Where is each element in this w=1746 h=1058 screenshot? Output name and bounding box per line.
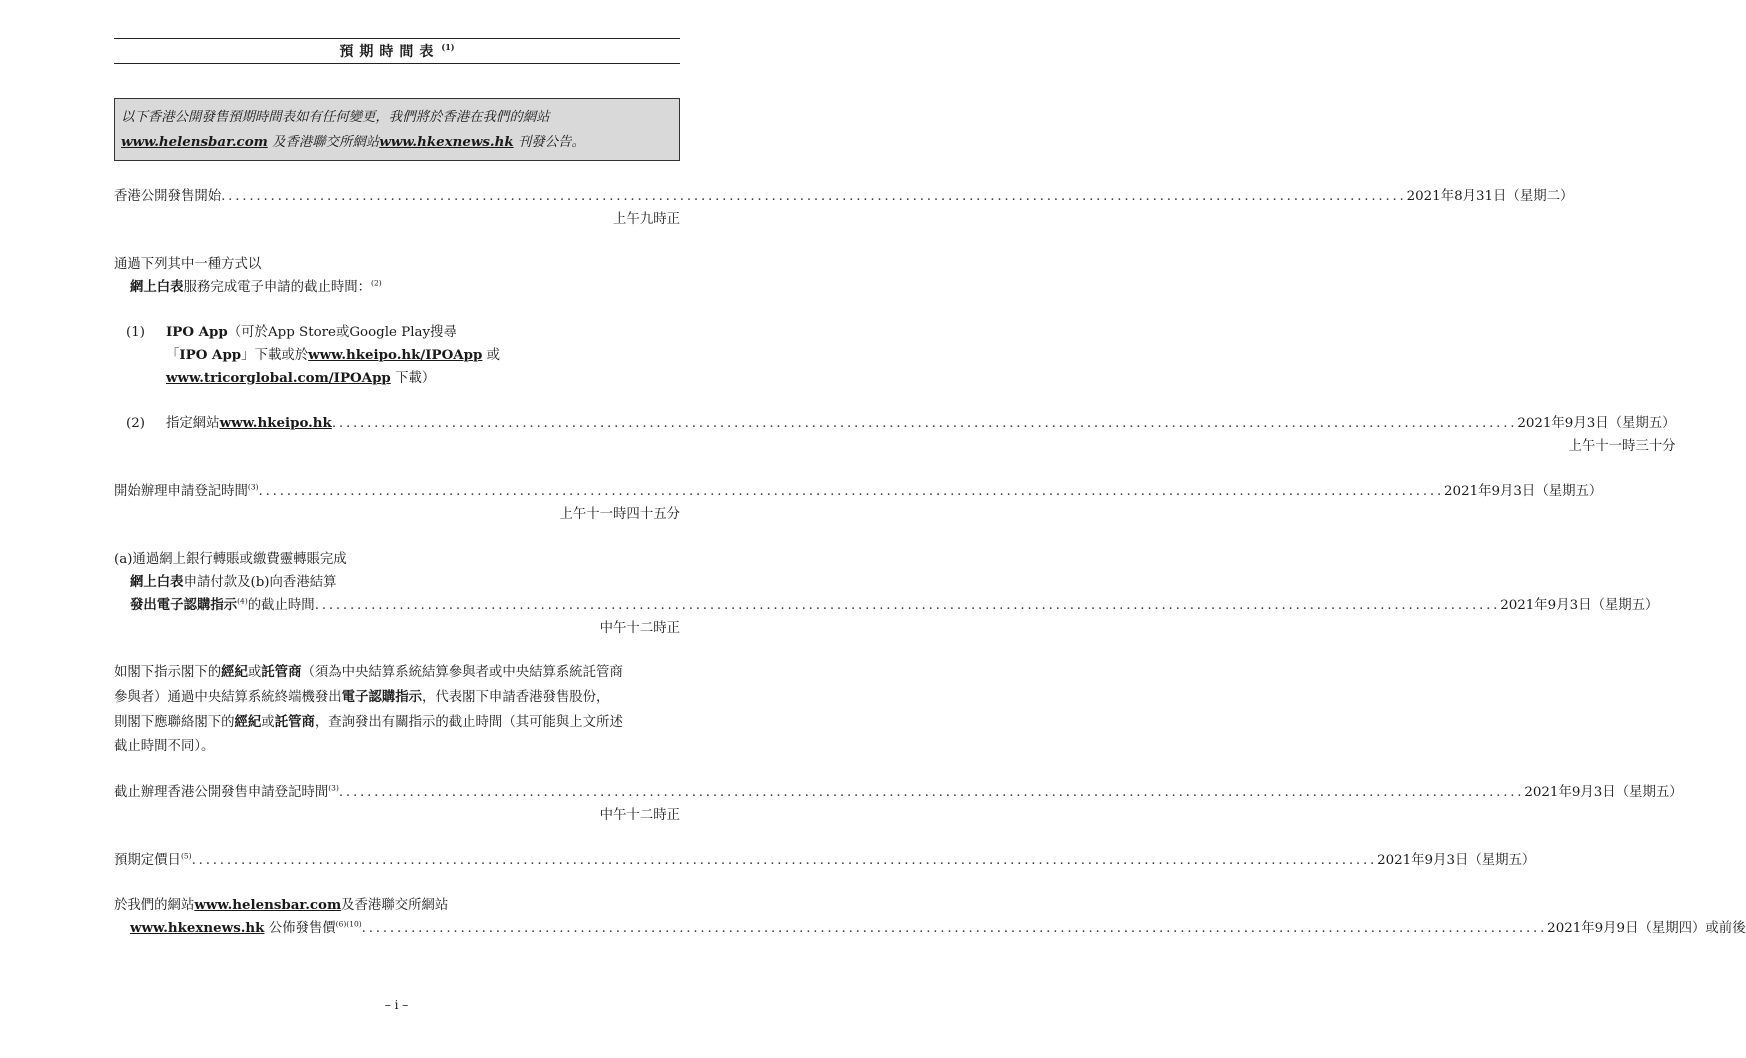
page-title: 預期時間表 $^{(1)}$: [339, 42, 455, 60]
hkeipo-link[interactable]: www.hkeipo.hk: [219, 415, 332, 431]
entry-reg-close: 截止辦理香港公開發售申請登記時間$^{(3)}$ ..... 2021年9月3日（星期五） 中午十二時正: [114, 781, 680, 827]
page-header: [114, 38, 680, 64]
option-2: (2) 指定網站www.hkeipo.hk ..... 2021年9月3日（星期五） 上午十一時三十分: [114, 412, 680, 458]
page-number: – i –: [384, 998, 409, 1012]
entry-open: 香港公開發售開始 ..... 2021年8月31日（星期二） 上午九時正: [114, 185, 680, 231]
hkeipo-app-link[interactable]: www.hkeipo.hk/IPOApp: [308, 347, 483, 363]
notice-box: 以下香港公開發售預期時間表如有任何變更，我們將於香港在我們的網站 www.helensbar.com 及香港聯交所網站www.hkexnews.hk 刊發公告。: [114, 98, 680, 161]
entry-payment: (a)通過網上銀行轉賬或繳費靈轉賬完成 網上白表申請付款及(b)向香港結算 發出電子認購指示$^{(4)}$的截止時間 ..... 2021年9月3日（星期五） 中午十二時正: [114, 548, 680, 640]
entry-pricing: 預期定價日$^{(5)}$ ..... 2021年9月3日（星期五）: [114, 849, 680, 872]
helensbar-link-2[interactable]: www.helensbar.com: [194, 897, 342, 913]
document-page: [114, 38, 1746, 940]
entry-announce: 於我們的網站www.helensbar.com及香港聯交所網站 www.hkexnews.hk 公佈發售價$^{(6)(10)}$ ..... 2021年9月9日（星期四）或前後: [114, 894, 680, 940]
hkexnews-link-2[interactable]: www.hkexnews.hk: [130, 920, 265, 936]
hkexnews-link[interactable]: www.hkexnews.hk: [379, 134, 514, 150]
tricor-app-link[interactable]: www.tricorglobal.com/IPOApp: [166, 370, 391, 386]
entry-white-form: 通過下列其中一種方式以 網上白表服務完成電子申請的截止時間：$^{(2)}$: [114, 257, 382, 295]
entry-reg-open: 開始辦理申請登記時間$^{(3)}$ ..... 2021年9月3日（星期五） 上午十一時四十五分: [114, 480, 680, 526]
helensbar-link[interactable]: www.helensbar.com: [121, 134, 268, 150]
broker-paragraph: 如閣下指示閣下的經紀或託管商（須為中央結算系統結算參與者或中央結算系統託管商 參與者）通過中央結算系統終端機發出電子認購指示，代表閣下申請香港發售股份， 則閣下應聯絡閣下的經紀或託管商，查詢發出有關指示的截止時間（其可能與上文所述 截止時間不同）。: [114, 664, 623, 754]
option-1: (1) IPO App（可於App Store或Google Play搜尋 「IPO App」下載或於www.hkeipo.hk/IPOApp 或 www.tricorglobal.com/IPOApp 下載）: [126, 324, 501, 386]
